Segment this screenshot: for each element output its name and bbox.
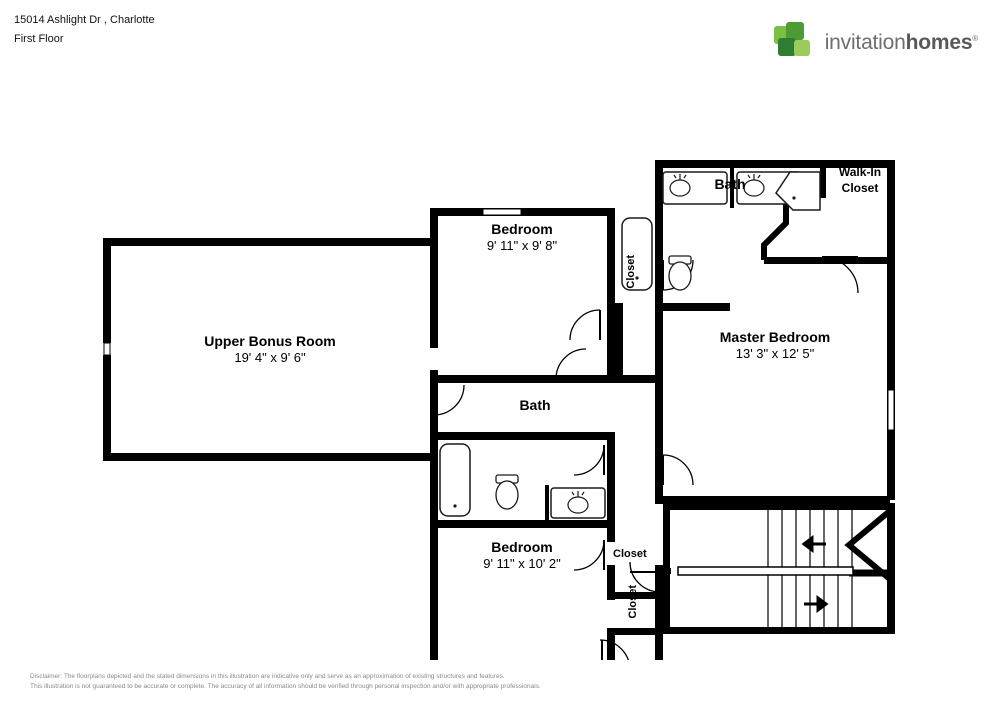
- wall-bedroom-low-left: [430, 520, 438, 660]
- logo-word-invitation: invitation: [824, 31, 906, 54]
- wall-walkin-bottom: [764, 257, 888, 264]
- wall-bath-up-bottom: [655, 303, 730, 311]
- floor-label: First Floor: [14, 33, 64, 45]
- stair-arrow-down-icon: [804, 598, 826, 610]
- door-closet1-arc: [570, 310, 600, 340]
- shower-drain-upper: [792, 196, 795, 199]
- wall-closet2-bottom: [607, 628, 662, 635]
- room-dims: 9' 11" x 9' 8": [486, 238, 558, 254]
- room-label-closet-2: Closet: [613, 548, 647, 560]
- wall-bedroom-up-right: [607, 208, 615, 383]
- room-name: Upper Bonus Room: [204, 333, 336, 349]
- wall-bath-up-left: [655, 160, 663, 310]
- logo-trademark: ®: [972, 34, 978, 43]
- room-name-line1: Walk-In: [838, 165, 882, 179]
- logo-word-homes: homes: [905, 31, 973, 54]
- wall-bedroom-up-top: [430, 208, 615, 216]
- wall-stair-right-lower: [887, 572, 895, 634]
- door-bedroom-up-arc: [556, 349, 586, 379]
- room-name: Bedroom: [491, 221, 553, 237]
- wall-master-left: [655, 303, 663, 503]
- room-label-closet-1: Closet: [625, 255, 637, 289]
- disclaimer-line-2: This illustration is not guaranteed to be accurate or complete. The accuracy of all information should be verified through personal inspection and/or with appropriate professionals.: [30, 683, 541, 690]
- invitation-homes-logo: [774, 22, 978, 64]
- stair-landing-rail: [678, 567, 853, 575]
- window-bedroom-up-top: [483, 209, 521, 215]
- wall-walkin-left-top: [820, 160, 826, 195]
- wall-closet1-left: [615, 303, 623, 383]
- room-name: Bedroom: [491, 539, 553, 555]
- stair-arrow-up-icon: [804, 538, 826, 550]
- disclaimer-text: [30, 672, 730, 692]
- bathtub-drain-lower: [453, 504, 456, 507]
- wall-bath-low-divider: [545, 485, 549, 520]
- wall-walkin-angle-b: [764, 208, 786, 260]
- wall-hall-left: [663, 503, 670, 634]
- sink-basin-lower: [568, 497, 588, 513]
- wall-master-bottom: [655, 496, 890, 504]
- wall-stair-bottom: [663, 627, 895, 634]
- wall-bath-up-top: [655, 160, 895, 168]
- logo-wordmark: [825, 31, 978, 55]
- toilet-bowl-lower: [496, 481, 518, 509]
- room-name-line2: Closet: [841, 180, 879, 195]
- floorplan-svg: [0, 60, 1000, 660]
- wall-stair-top: [663, 503, 895, 510]
- sink-basin-left-upper: [670, 180, 690, 196]
- floorplan-diagram: [0, 60, 1000, 660]
- wall-bonus-bottom: [103, 453, 438, 461]
- door-bedroom-low-arc: [574, 540, 604, 570]
- wall-bonus-right-a: [430, 238, 438, 348]
- wall-bonus-left-b: [103, 355, 111, 461]
- wall-bath-low-top: [430, 432, 615, 440]
- room-label-closet-3: Closet: [627, 585, 639, 619]
- wall-bedroom-up-left: [430, 208, 438, 243]
- doors-group: [434, 257, 858, 660]
- stair-treads: [678, 510, 853, 627]
- door-bonus-arc: [434, 385, 464, 415]
- wall-closet3-left: [607, 635, 615, 660]
- wall-bonus-left-a: [103, 238, 111, 343]
- window-master-right: [888, 390, 894, 430]
- wall-bedroom-up-bottom: [430, 375, 615, 383]
- wall-bath-low-left: [430, 432, 438, 527]
- door-bath-low-arc: [574, 445, 604, 475]
- wall-closet3-right: [655, 635, 663, 660]
- fixtures-group: [440, 172, 820, 518]
- room-dims: 9' 11" x 10' 2": [483, 556, 561, 572]
- wall-bonus-top: [103, 238, 438, 246]
- room-name: Master Bedroom: [719, 329, 831, 345]
- wall-right-exterior: [887, 160, 895, 500]
- toilet-bowl-upper: [669, 262, 691, 290]
- room-dims: 19' 4" x 9' 6": [234, 350, 306, 366]
- page-title-address: 15014 Ashlight Dr , Charlotte: [14, 14, 155, 26]
- wall-closet2-right: [655, 565, 663, 635]
- window-bonus-left: [104, 343, 110, 355]
- room-dims: 13' 3" x 12' 5": [735, 346, 815, 362]
- room-name: Bath: [714, 176, 746, 192]
- disclaimer-line-1: Disclaimer: The floorplans depicted and the stated dimensions in this illustration are indicative only and serve as an approximation of existing structures and features.: [30, 673, 505, 680]
- wall-bath-vanity-divider: [730, 168, 734, 208]
- sink-basin-right-upper: [744, 180, 764, 196]
- door-master-arc: [663, 455, 693, 485]
- wall-bath-low-bottom: [430, 520, 615, 528]
- room-name: Bath: [519, 397, 551, 413]
- walls-group: [103, 160, 895, 660]
- logo-mark-icon: [774, 22, 816, 64]
